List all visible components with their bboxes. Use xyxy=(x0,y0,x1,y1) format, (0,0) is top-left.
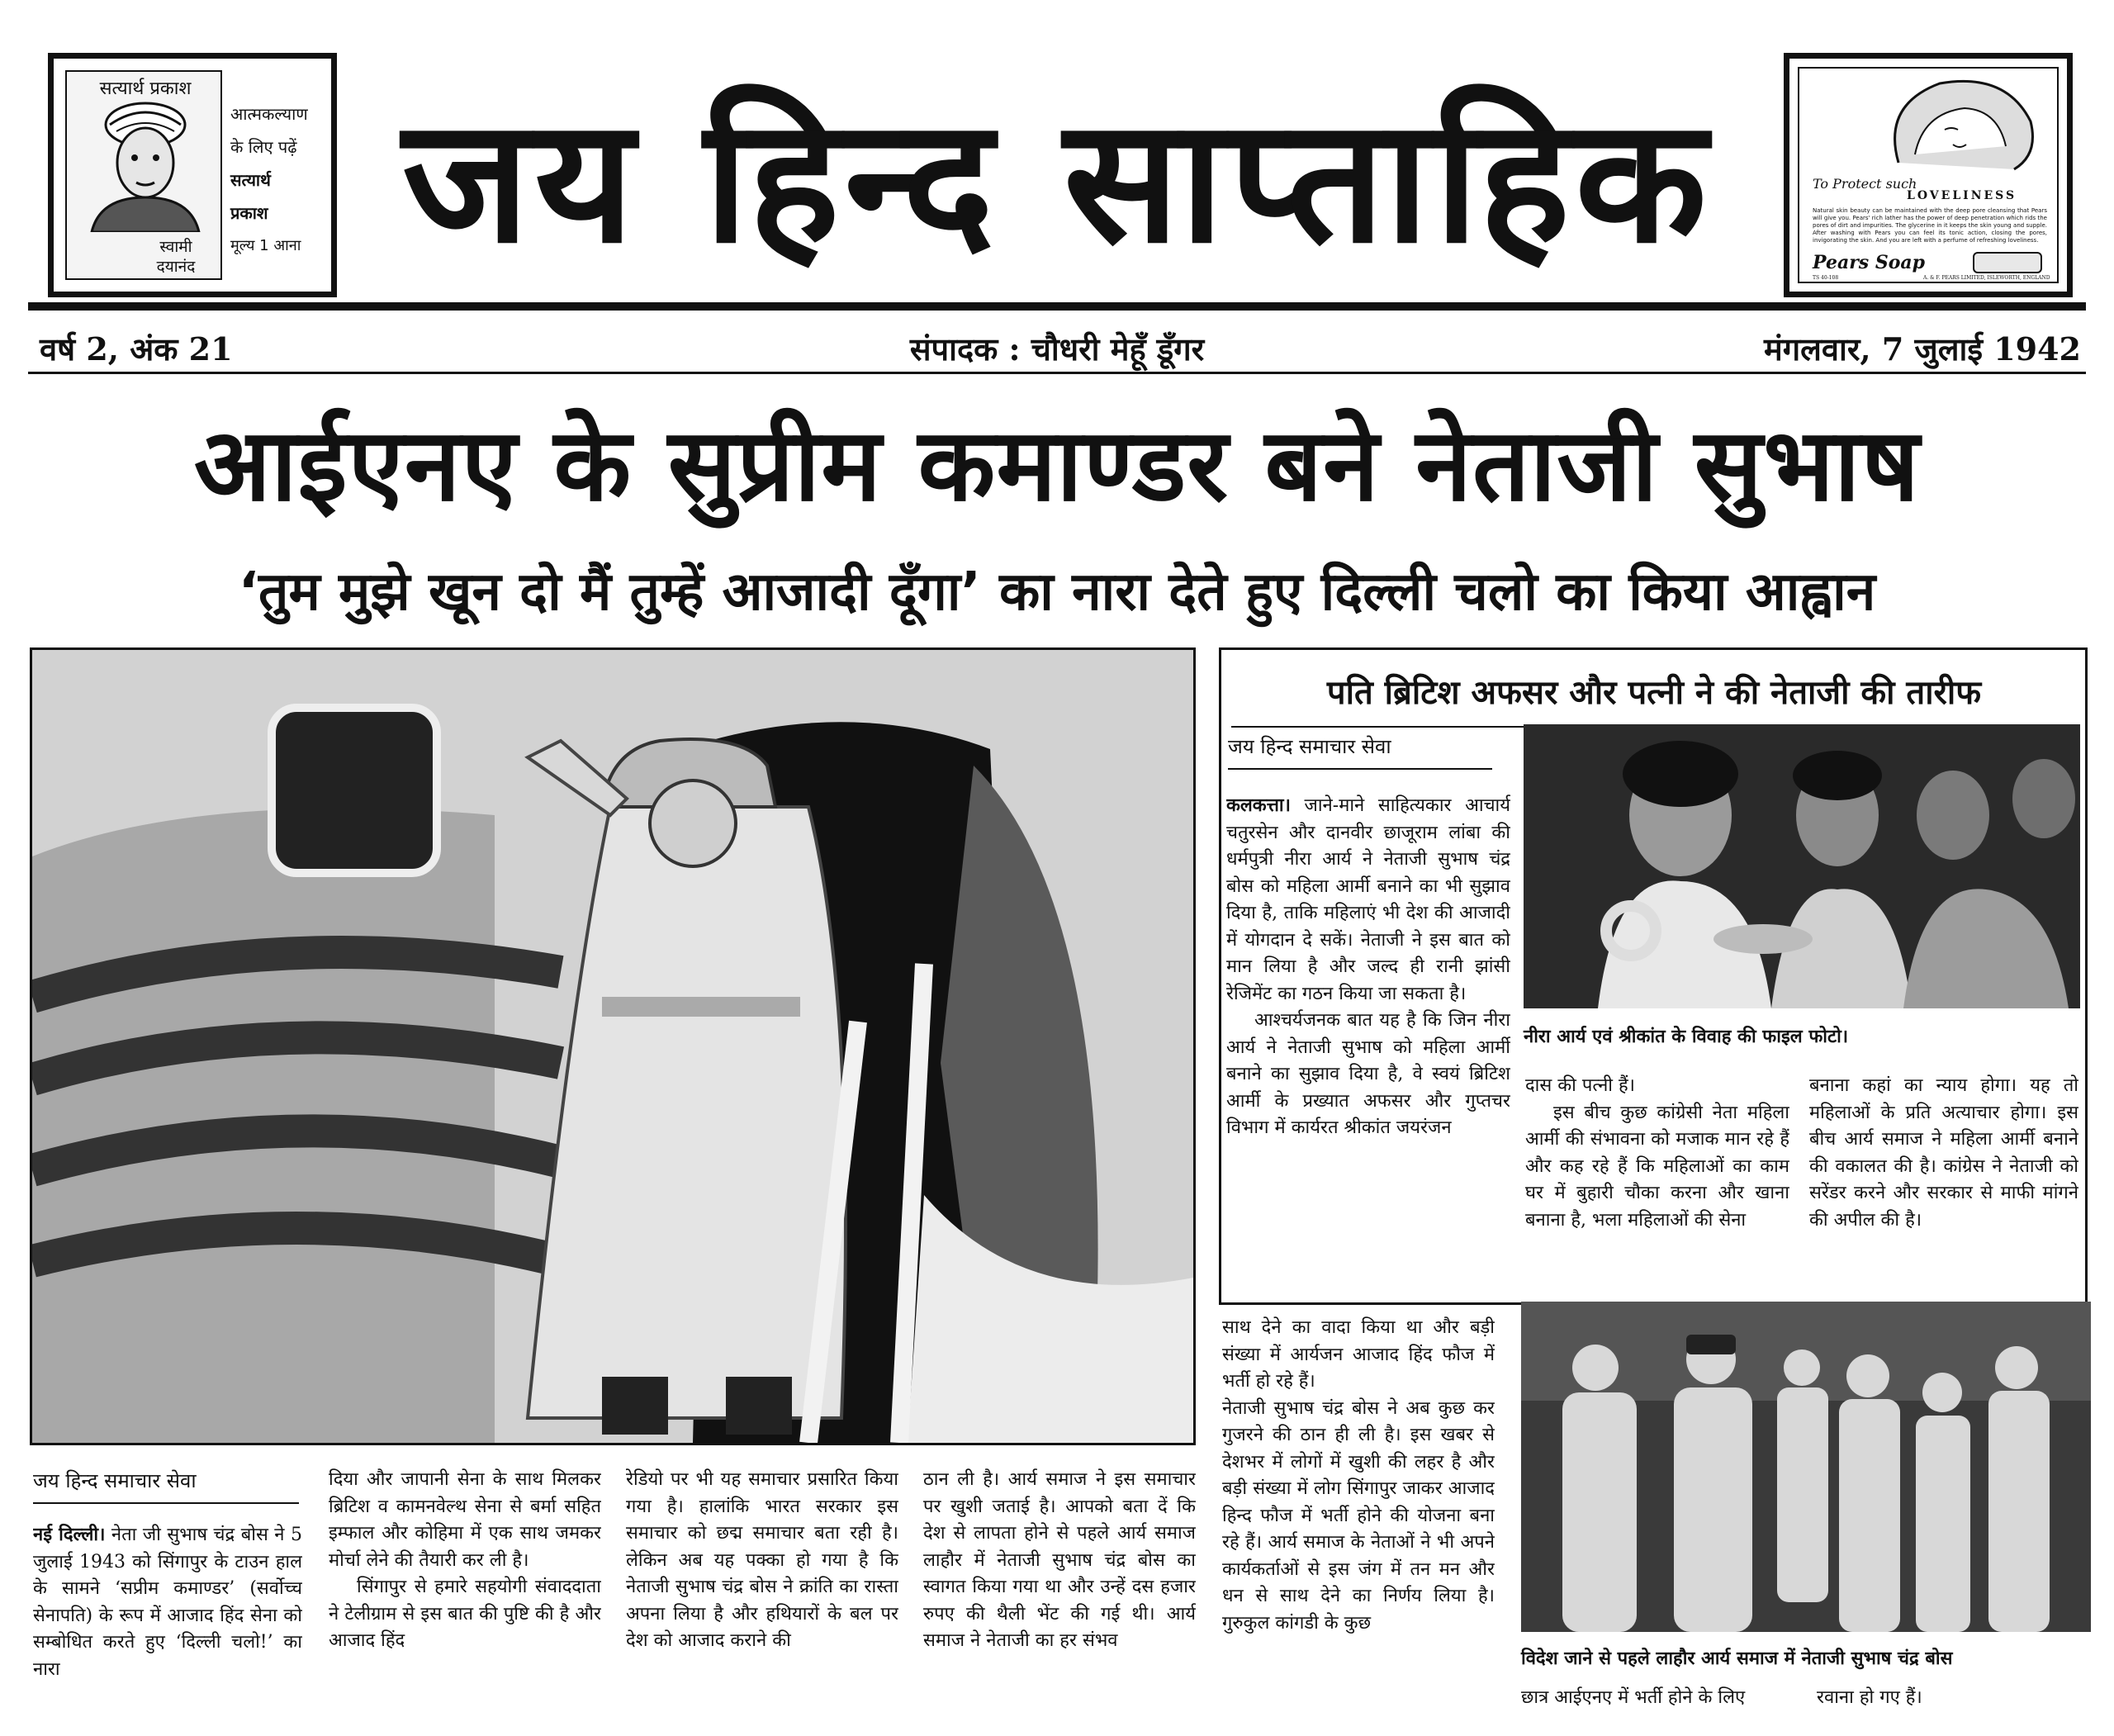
main-story-dateline: नई दिल्ली। xyxy=(33,1524,106,1545)
sub-headline: ‘तुम मुझे खून दो मैं तुम्हें आजादी दूँगा’ का नारा देते हुए दिल्ली चलो का किया आह्वान xyxy=(238,562,1876,623)
side-story-title: पति ब्रिटिश अफसर और पत्नी ने की नेताजी की तारीफ xyxy=(1326,674,1982,712)
pears-body: Natural skin beauty can be maintained with the deep pore cleansing that Pears will give you. Pears' rich lather has the power of deep penetration which rids the pores of dirt and impurities. The glycerine in it keeps the skin young and supple. After washing with Pears you can feel its tonic action, closing the pores, invigorating the skin. And you are left with a perfume of refreshing loveliness. xyxy=(1813,207,2047,244)
main-story-byline: जय हिन्द समाचार सेवा xyxy=(33,1467,299,1504)
side-story-column-1 xyxy=(1226,792,1510,1301)
main-story-col2-p1: दिया और जापानी सेना के साथ मिलकर ब्रिटिश व कामनवेल्थ सेना से बर्मा सहित इम्फाल और कोहिमा में एक साथ जमकर मोर्चा लेने की तैयारी कर ली है। xyxy=(329,1469,601,1571)
side-story-box xyxy=(1219,647,2088,1305)
side-story-col2-p2: इस बीच कुछ कांग्रेसी नेता महिला आर्मी की संभावना को मजाक मान रहे हैं और कह रहे हैं कि महिलाओं का काम घर में बुहारी चौका करना और खाना बनाना है, भला महिलाओं की सेना xyxy=(1525,1102,1789,1231)
netaji-aircraft-photo xyxy=(30,647,1196,1445)
masthead-rule-top xyxy=(28,302,2086,311)
wedding-photo xyxy=(1524,724,2080,1008)
left-advertisement xyxy=(48,53,337,297)
side-story-col1-p2: आश्चर्यजनक बात यह है कि जिन नीरा आर्य ने नेताजी सुभाष को महिला आर्मी बनाने का सुझाव दिया है, वे स्वयं ब्रिटिश आर्मी के प्रख्यात अफसर और गुप्तचर विभाग में कार्यरत श्रीकांत जयरंजन xyxy=(1226,1010,1510,1138)
side-story-column-3 xyxy=(1809,1073,2078,1301)
pears-ad-inner xyxy=(1798,67,2059,283)
main-story-column-1 xyxy=(33,1521,302,1736)
right-advertisement xyxy=(1784,53,2073,297)
wedding-image xyxy=(1524,724,2080,1008)
issue-number: वर्ष 2, अंक 21 xyxy=(40,330,233,368)
masthead-title: जय हिन्द साप्ताहिक xyxy=(402,82,1712,282)
left-ad-text xyxy=(230,102,333,259)
lahore-group-image xyxy=(1521,1302,2091,1632)
side-story-column-2 xyxy=(1525,1073,1789,1301)
main-story-col4-text: ठान ली है। आर्य समाज ने इस समाचार पर खुशी जताई है। आपको बता दें कि देश से लापता होने से पहले आर्य समाज लाहौर में नेताजी सुभाष चंद्र बोस का स्वागत किया गया था और उन्हें दस हजार रुपए की थैली भेंट की गई थी। आर्य समाज ने नेताजी का हर संभव xyxy=(923,1469,1196,1651)
side-story-col2-p1: दास की पत्नी हैं। xyxy=(1525,1075,1636,1096)
continuation-p1: साथ देने का वादा किया था और बड़ी संख्या में आर्यजन आजाद हिंद फौज में भर्ती हो रहे हैं। xyxy=(1222,1317,1495,1392)
main-story-col1-text: नेता जी सुभाष चंद्र बोस ने 5 जुलाई 1943 को सिंगापुर के टाउन हाल के सामने ‘सप्रीम कमाण्डर’ (सर्वोच्च सेनापति) के रूप में आजाद हिंद सेना को सम्बोधित करते हुए ‘दिल्ली चलो!’ का नारा xyxy=(33,1525,302,1680)
main-story-col3-text: रेडियो पर भी यह समाचार प्रसारित किया गया है। हालांकि भारत सरकार इस समाचार को छद्म समाचार बता रही है। लेकिन अब यह पक्का हो गया है कि नेताजी सुभाष चंद्र बोस ने क्रांति का रास्ता अपना लिया है और हथियारों के बल पर देश को आजाद कराने की xyxy=(626,1469,898,1651)
left-ad-line3: सत्यार्थ xyxy=(230,170,271,190)
pears-footer-left: TS 40-108 xyxy=(1813,275,1839,281)
pears-headline: LOVELINESS xyxy=(1907,189,2017,202)
pears-tagline: To Protect such xyxy=(1813,176,1917,192)
continuation-column xyxy=(1222,1315,1495,1711)
continuation-p2: नेताजी सुभाष चंद्र बोस ने अब कुछ कर गुजरने की ठान ही ली है। इस खबर से देशभर में लोगों में खुशी की लहर है और बड़ी संख्या में लोग सिंगापुर जाकर आजाद हिन्द फौज में भर्ती होने की योजना बना रहे हैं। आर्य समाज के नेताओं ने भी अपने कार्यकर्ताओं से इस जंग में तन मन और धन से साथ देने का निर्णय लिया है। गुरुकुल कांगडी के कुछ xyxy=(1222,1397,1495,1634)
lahore-arya-samaj-photo xyxy=(1521,1302,2091,1632)
main-story-col2-p2: सिंगापुर से हमारे सहयोगी संवाददाता ने टेलीग्राम से इस बात की पुष्टि की है और आजाद हिंद xyxy=(329,1577,601,1651)
left-ad-book-title: सत्यार्थ प्रकाश xyxy=(99,78,192,99)
wedding-photo-caption: नीरा आर्य एवं श्रीकांत के विवाह की फाइल फोटो। xyxy=(1524,1027,1849,1047)
left-ad-portrait-box xyxy=(65,70,222,280)
main-story-column-2 xyxy=(329,1467,601,1736)
continuation-bottom-left: छात्र आईएनए में भर्ती होने के लिए xyxy=(1521,1687,1746,1708)
main-story-column-3 xyxy=(626,1467,898,1736)
side-story-dateline: कलकत्ता। xyxy=(1226,794,1291,816)
left-ad-line2: के लिए पढ़ें xyxy=(230,137,297,157)
left-ad-price: मूल्य 1 आना xyxy=(230,237,301,254)
lahore-photo-caption: विदेश जाने से पहले लाहौर आर्य समाज में नेताजी सुभाष चंद्र बोस xyxy=(1521,1648,1953,1669)
left-ad-line1: आत्मकल्याण xyxy=(230,104,308,124)
masthead-rule-bottom xyxy=(28,372,2086,374)
main-story-column-4 xyxy=(923,1467,1196,1736)
editor-name: संपादक : चौधरी मेहूँ डूँगर xyxy=(909,330,1205,368)
issue-date: मंगलवार, 7 जुलाई 1942 xyxy=(1764,330,2081,368)
side-story-byline: जय हिन्द समाचार सेवा xyxy=(1228,733,1492,770)
netaji-saluting-image xyxy=(32,650,1193,1443)
lady-portrait-icon xyxy=(1865,72,2047,171)
left-ad-author-line2: दयानंद xyxy=(156,258,196,276)
left-ad-author-line1: स्वामी xyxy=(159,238,192,256)
main-headline: आईएनए के सुप्रीम कमाण्डर बने नेताजी सुभाष xyxy=(193,406,1921,524)
swami-portrait-icon xyxy=(83,100,207,232)
continuation-bottom-right: रवाना हो गए हैं। xyxy=(1817,1687,1922,1708)
side-story-col3-text: बनाना कहां का न्याय होगा। यह तो महिलाओं के प्रति अत्याचार होगा। इस बीच आर्य समाज ने महिला आर्मी बनाने की वकालत की है। कांग्रेस ने नेताजी को सरेंडर करने और सरकार से माफी मांगने की अपील की है। xyxy=(1809,1075,2078,1231)
left-ad-line4: प्रकाश xyxy=(230,203,268,223)
pears-brand: Pears Soap xyxy=(1813,252,1926,273)
pears-footer-right: A. & F. PEARS LIMITED, ISLEWORTH, ENGLAND xyxy=(1923,275,2050,281)
side-story-col1-p1: जाने-माने साहित्यकार आचार्य चतुरसेन और दानवीर छाजूराम लांबा की धर्मपुत्री नीरा आर्य ने नेताजी सुभाष चंद्र बोस को महिला आर्मी बनाने का भी सुझाव दिया है, ताकि महिलाएं भी देश की आजादी में योगदान दे सकें। नेताजी ने इस बात को मान लिया है और जल्द ही रानी झांसी रेजिमेंट का गठन किया जा सकता है। xyxy=(1226,795,1510,1004)
soap-bar-icon xyxy=(1973,252,2042,273)
